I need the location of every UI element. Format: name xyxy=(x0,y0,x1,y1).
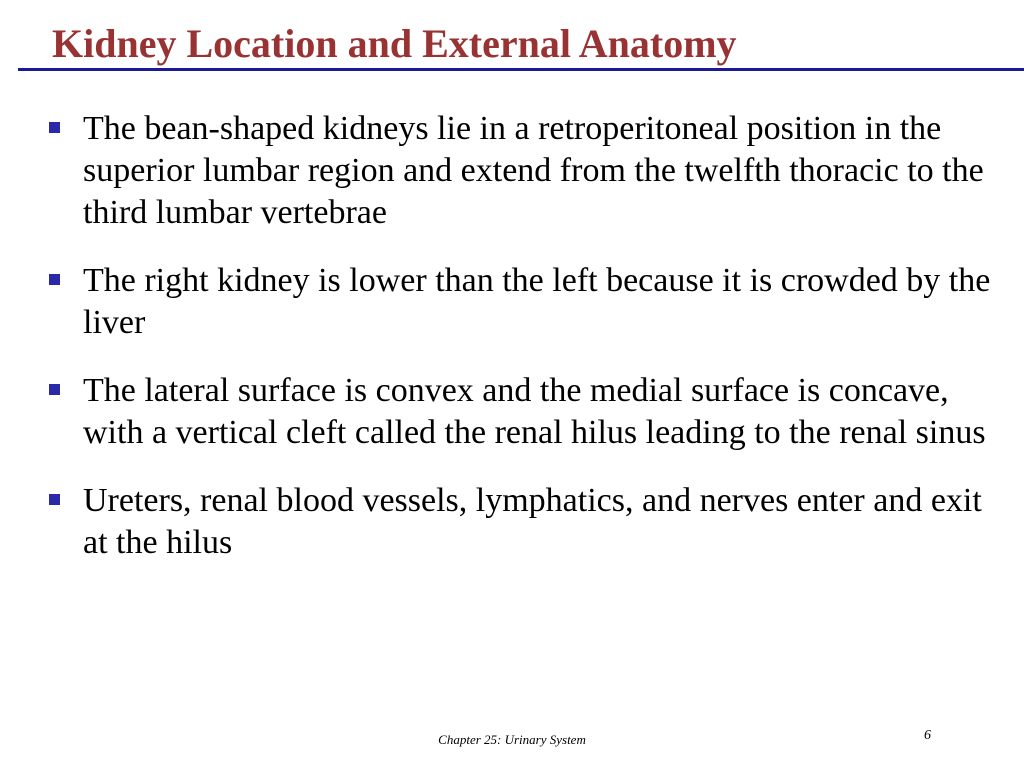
square-bullet-icon xyxy=(49,494,60,505)
footer-chapter-label: Chapter 25: Urinary System xyxy=(438,732,586,747)
bullet-list xyxy=(0,108,1024,590)
bullet-text: Ureters, renal blood vessels, lymphatics, and nerves enter and exit at the hilus xyxy=(83,482,982,561)
bullet-text: The bean-shaped kidneys lie in a retroperitoneal position in the superior lumbar region and extend from the twelfth thoracic to the third lumbar vertebrae xyxy=(83,110,984,231)
bullet-item xyxy=(0,260,1024,344)
bullet-item xyxy=(0,370,1024,454)
square-bullet-icon xyxy=(49,122,60,133)
bullet-item xyxy=(0,480,1024,564)
bullet-item xyxy=(0,108,1024,234)
bullet-text: The lateral surface is convex and the medial surface is concave, with a vertical cleft called the renal hilus leading to the renal sinus xyxy=(83,372,986,451)
square-bullet-icon xyxy=(49,384,60,395)
title-divider xyxy=(18,68,1024,71)
square-bullet-icon xyxy=(49,274,60,285)
page-number: 6 xyxy=(924,728,931,743)
slide-title: Kidney Location and External Anatomy xyxy=(52,21,737,66)
bullet-text: The right kidney is lower than the left because it is crowded by the liver xyxy=(83,262,991,341)
